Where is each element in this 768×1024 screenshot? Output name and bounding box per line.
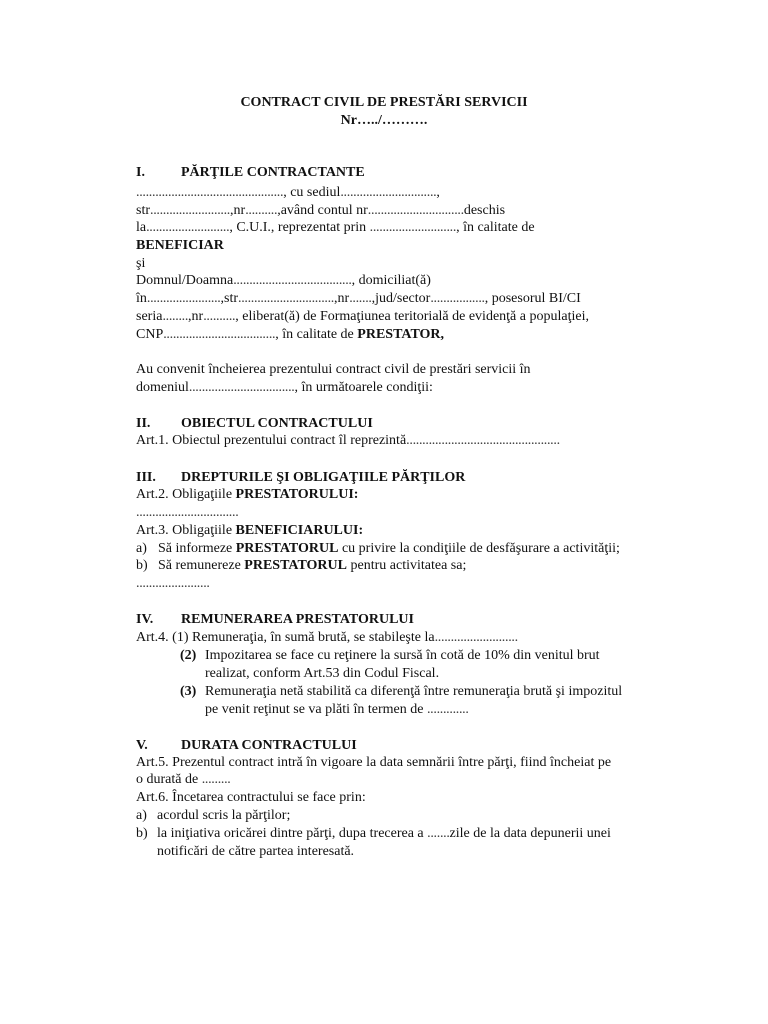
- section-3-heading: [136, 469, 465, 487]
- article-1: Art.1. Obiectul prezentului contract îl reprezintă................................................: [136, 433, 560, 448]
- party-line-6: Domnul/Doamna....................................., domiciliat(ă): [136, 273, 431, 288]
- section-title: OBIECTUL CONTRACTULUI: [181, 416, 373, 431]
- article-3: Art.3. Obligaţiile BENEFICIARULUI:: [136, 523, 364, 538]
- article-6-item-b: b) la iniţiativa oricărei dintre părţi, dupa trecerea a .......zile de la data depunerii unei: [136, 826, 611, 841]
- article-5-cont: o durată de .........: [136, 772, 231, 787]
- article-4-point-2: (2) Impozitarea se face cu reţinere la sursă în cotă de 10% din venitul brut: [180, 648, 600, 663]
- contract-title: CONTRACT CIVIL DE PRESTĂRI SERVICII: [240, 95, 528, 110]
- agreement-line-2: domeniul................................., în următoarele condiţii:: [136, 380, 433, 395]
- article-4-point-3-cont: pe venit reţinut se va plăti în termen de .............: [205, 702, 469, 717]
- article-5: Art.5. Prezentul contract intră în vigoare la data semnării între părţi, fiind încheiat pe: [136, 755, 612, 770]
- article-3-dots: .......................: [136, 576, 210, 591]
- party-line-9: CNP..................................., în calitate de PRESTATOR,: [136, 327, 445, 342]
- section-number: III.: [136, 470, 156, 485]
- party-line-2: str.........................,nr..........,având contul nr..............................deschis: [136, 203, 506, 218]
- article-3-item-a: a) Să informeze PRESTATORUL cu privire la condiţiile de desfăşurare a activităţii;: [136, 541, 620, 556]
- section-number: I.: [136, 165, 145, 180]
- section-title: REMUNERAREA PRESTATORULUI: [181, 612, 414, 627]
- agreement-line-1: Au convenit încheierea prezentului contract civil de prestări servicii în: [136, 362, 531, 377]
- article-3-item-b: b) Să remunereze PRESTATORUL pentru activitatea sa;: [136, 558, 467, 573]
- section-number: IV.: [136, 612, 154, 627]
- section-2-heading: [136, 415, 373, 433]
- article-4-point-3: (3) Remuneraţia netă stabilită ca diferenţă între remuneraţia brută şi impozitul: [180, 684, 623, 699]
- section-title: DURATA CONTRACTULUI: [181, 738, 357, 753]
- and-word: şi: [136, 256, 146, 271]
- article-2-dots: ................................: [136, 505, 239, 520]
- article-6-item-a: a) acordul scris la părţilor;: [136, 808, 291, 823]
- section-5-heading: [136, 737, 357, 755]
- party-line-1: .............................................., cu sediul..............................,: [136, 185, 440, 200]
- section-title: PĂRŢILE CONTRACTANTE: [181, 165, 365, 180]
- section-number: V.: [136, 738, 148, 753]
- party-line-3: la.........................., C.U.I., reprezentat prin ..........................., în calitate de: [136, 220, 535, 235]
- party-line-8: seria........,nr.........., eliberat(ă) de Formaţiunea teritorială de evidenţă a populaţiei,: [136, 309, 589, 324]
- section-number: II.: [136, 416, 151, 431]
- section-1-heading: [136, 164, 365, 182]
- article-4: Art.4. (1) Remuneraţia, în sumă brută, se stabileşte la..........................: [136, 630, 518, 645]
- article-2: Art.2. Obligaţiile PRESTATORULUI:: [136, 487, 359, 502]
- section-4-heading: [136, 611, 414, 629]
- party-line-7: în.......................,str..............................,nr.......,jud/sector................., posesorul BI/CI: [136, 291, 581, 306]
- section-title: DREPTURILE ŞI OBLIGAŢIILE PĂRŢILOR: [181, 470, 466, 485]
- article-6-item-b-cont: notificări de către partea interesată.: [157, 844, 355, 859]
- article-4-point-2-cont: realizat, conform Art.53 din Codul Fiscal.: [205, 666, 440, 681]
- contract-number: Nr…../……….: [340, 113, 428, 128]
- beneficiar-label: BENEFICIAR: [136, 238, 224, 253]
- article-6: Art.6. Încetarea contractului se face prin:: [136, 790, 366, 805]
